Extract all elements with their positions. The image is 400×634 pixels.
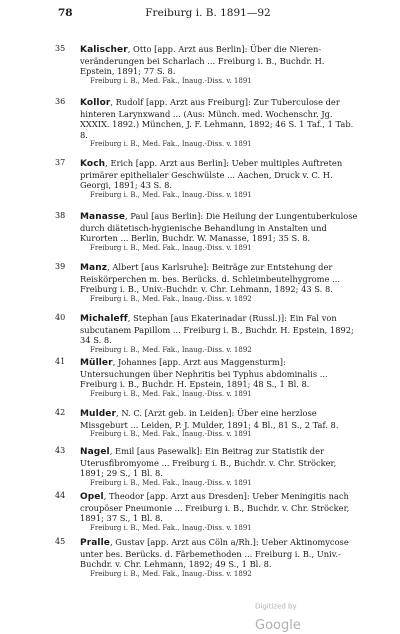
entry-text: [app. Arzt aus Freiburg]: Zur Tuberculose der hinteren Larynxwand ... (Aus: Münch. med. Wochenschr. Jg. XXXIX. 1892.) München, J. F. Lehmann, 1892; 46 S. 1 Taf., 1 Tab. 8. <box>80 97 354 140</box>
entry-author: Michaleff <box>80 314 128 324</box>
entry-text: [app. Arzt aus Maggensturm]: Untersuchungen über Nephritis bei Typhus abdominalis ... Freiburg i. B., Buchdr. H. Epstein, 1891; 48 S., 1 Bl. 8. <box>80 357 328 390</box>
entry-author: Opel <box>80 492 104 502</box>
bibliography-entry: 36 Kollor, Rudolf [app. Arzt aus Freiburg]: Zur Tuberculose der hinteren Larynxwand ... (Aus: Münch. med. Wochenschr. Jg. XXXIX. 1892.) München, J. F. Lehmann, 1892; 46 S. 1 Taf., 1 Tab. 8. Freiburg i. B., Med. Fak., Inaug.-Diss. v. 1891 <box>58 97 358 150</box>
entry-number: 44 <box>55 491 66 500</box>
entry-first-name: Stephan <box>133 313 168 323</box>
entry-number: 41 <box>55 357 66 366</box>
bibliography-entry: 37 Koch, Erich [app. Arzt aus Berlin]: Ueber multiples Auftreten primärer epithelialer Geschwülste ... Aachen, Druck v. C. H. Georgi, 1891; 43 S. 8. Freiburg i. B., Med. Fak., Inaug.-Diss. v. 1891 <box>58 158 358 200</box>
entry-text: [Arzt geb. in Leiden]: Über eine herzlose Missgeburt ... Leiden, P. J. Mulder, 1891; 4 Bl., 81 S., 2 Taf. 8. <box>80 408 339 430</box>
entry-note: Freiburg i. B., Med. Fak., Inaug.-Diss. v. 1892 <box>90 345 252 354</box>
entry-first-name: Otto <box>133 44 152 54</box>
bibliography-entry: 35 Kalischer, Otto [app. Arzt aus Berlin]: Über die Nieren-veränderungen bei Scharlach ... Freiburg i. B., Buchdr. H. Epstein, 1891; 77 S. 8. Freiburg i. B., Med. Fak., Inaug.-Diss. v. 1891 <box>58 44 358 86</box>
entry-number: 42 <box>55 408 66 417</box>
entry-first-name: N. C. <box>121 408 143 418</box>
page-number: 78 <box>58 7 73 19</box>
entry-text: [aus Berlin]: Die Heilung der Lungentuberkulose durch diätetisch-hygienische Behandlung in Anstalten und Kurorten ... Berlin, Buchdr. W. Manasse, 1891; 35 S. 8. <box>80 211 358 244</box>
entry-first-name: Paul <box>130 211 149 221</box>
entry-note: Freiburg i. B., Med. Fak., Inaug.-Diss. v. 1891 <box>90 478 252 487</box>
entry-text: [aus Pasewalk]: Ein Beitrag zur Statistik der Uterusfibromyome ... Freiburg i. B., Buchdr. v. Chr. Ströcker, 1891; 29 S., 1 Bl. 8. <box>80 446 337 479</box>
digitized-watermark <box>255 596 335 633</box>
entry-author: Manz <box>80 263 108 273</box>
entry-text: [app. Arzt aus Berlin]: Über die Nieren-veränderungen bei Scharlach ... Freiburg i. B., Buchdr. H. Epstein, 1891; 77 S. 8. <box>80 44 325 77</box>
bibliography-entry: 44 Opel, Theodor [app. Arzt aus Dresden]: Ueber Meningitis nach croupöser Pneumonie ... Freiburg i. B., Buchdr. v. Chr. Ströcker, 1891; 37 S., 1 Bl. 8. Freiburg i. B., Med. Fak., Inaug.-Diss. v. 1891 <box>58 491 358 533</box>
entry-author: Manasse <box>80 212 126 222</box>
entry-note: Freiburg i. B., Med. Fak., Inaug.-Diss. v. 1892 <box>90 294 252 303</box>
bibliography-entry: 40 Michaleff, Stephan [aus Ekaterinadar (Russl.)]: Ein Fal von subcutanem Papillom ... Freiburg i. B., Buchdr. H. Epstein, 1892; 34 S. 8. Freiburg i. B., Med. Fak., Inaug.-Diss. v. 1892 <box>58 313 358 355</box>
bibliography-entry: 41 Müller, Johannes [app. Arzt aus Maggensturm]: Untersuchungen über Nephritis bei Typhus abdominalis ... Freiburg i. B., Buchdr. H. Epstein, 1891; 48 S., 1 Bl. 8. Freiburg i. B., Med. Fak., Inaug.-Diss. v. 1891 <box>58 357 358 399</box>
entry-number: 38 <box>55 211 66 220</box>
entry-first-name: Erich <box>110 158 134 168</box>
digitized-by-text: Digitized by <box>255 602 297 611</box>
google-logo: Google <box>255 618 301 633</box>
entry-number: 39 <box>55 262 66 271</box>
entry-author: Pralle <box>80 538 110 548</box>
entry-text: [app. Arzt aus Berlin]: Ueber multiples Auftreten primärer epithelialer Geschwülste ... Aachen, Druck v. C. H. Georgi, 1891; 43 S. 8. <box>80 158 343 191</box>
entry-note: Freiburg i. B., Med. Fak., Inaug.-Diss. v. 1891 <box>90 140 252 149</box>
entry-author: Müller <box>80 358 113 368</box>
entry-first-name: Theodor <box>108 491 145 501</box>
entry-number: 37 <box>55 158 66 167</box>
entry-note: Freiburg i. B., Med. Fak., Inaug.-Diss. v. 1891 <box>90 190 252 199</box>
entry-text: [app. Arzt aus Dresden]: Ueber Meningitis nach croupöser Pneumonie ... Freiburg i. B., Buchdr. v. Chr. Ströcker, 1891; 37 S., 1 Bl. 8. <box>80 491 350 524</box>
entry-note: Freiburg i. B., Med. Fak., Inaug.-Diss. v. 1891 <box>90 243 252 252</box>
bibliography-entry: 38 Manasse, Paul [aus Berlin]: Die Heilung der Lungentuberkulose durch diätetisch-hygienische Behandlung in Anstalten und Kurorten ... Berlin, Buchdr. W. Manasse, 1891; 35 S. 8. Freiburg i. B., Med. Fak., Inaug.-Diss. v. 1891 <box>55 211 358 252</box>
entry-first-name: Albert <box>112 262 139 272</box>
entry-author: Nagel <box>80 447 110 457</box>
entry-number: 36 <box>55 97 66 106</box>
page-header <box>58 6 358 20</box>
entry-note: Freiburg i. B., Med. Fak., Inaug.-Diss. v. 1891 <box>90 523 252 532</box>
entry-note: Freiburg i. B., Med. Fak., Inaug.-Diss. v. 1891 <box>90 389 252 398</box>
entry-first-name: Emil <box>115 446 135 456</box>
entry-author: Kalischer <box>80 45 128 55</box>
bibliography-entry: 39 Manz, Albert [aus Karlsruhe]: Beiträge zur Entstehung der Reiskörperchen m. bes. Berücks. d. Schleimbeutelhygrome ... Freiburg i. B., Univ.-Buchdr. v. Chr. Lehmann, 1892; 43 S. 8. Freiburg i. B., Med. Fak., Inaug.-Diss. v. 1892 <box>58 262 358 304</box>
bibliography-entry: 45 Pralle, Gustav [app. Arzt aus Cöln a/Rh.]: Ueber Aktinomycose unter bes. Berücks. d. Färbemethoden ... Freiburg i. B., Univ.-Buchdr. v. Chr. Lehmann, 1892; 49 S., 1 Bl. 8. Freiburg i. B., Med. Fak., Inaug.-Diss. v. 1892 <box>58 537 358 579</box>
entry-author: Koch <box>80 159 106 169</box>
entry-number: 43 <box>55 446 66 455</box>
entry-number: 35 <box>55 44 66 53</box>
entry-text: [app. Arzt aus Cöln a/Rh.]: Ueber Aktinomycose unter bes. Berücks. d. Färbemethoden ... Freiburg i. B., Univ.-Buchdr. v. Chr. Lehmann, 1892; 49 S., 1 Bl. 8. <box>80 537 349 570</box>
entry-text: [aus Karlsruhe]: Beiträge zur Entstehung der Reiskörperchen m. bes. Berücks. d. Schleimbeutelhygrome ... Freiburg i. B., Univ.-Buchdr. v. Chr. Lehmann, 1892; 43 S. 8. <box>80 262 340 295</box>
entry-author: Mulder <box>80 409 117 419</box>
entry-first-name: Gustav <box>115 537 145 547</box>
bibliography-entry: 42 Mulder, N. C. [Arzt geb. in Leiden]: Über eine herzlose Missgeburt ... Leiden, P. J. Mulder, 1891; 4 Bl., 81 S., 2 Taf. 8. Freiburg i. B., Med. Fak., Inaug.-Diss. v. 1891 <box>58 408 358 440</box>
entry-note: Freiburg i. B., Med. Fak., Inaug.-Diss. v. 1891 <box>90 76 252 85</box>
entry-text: [aus Ekaterinadar (Russl.)]: Ein Fal von subcutanem Papillom ... Freiburg i. B., Buchdr. H. Epstein, 1892; 34 S. 8. <box>80 313 354 346</box>
entry-number: 45 <box>55 537 66 546</box>
entry-note: Freiburg i. B., Med. Fak., Inaug.-Diss. v. 1891 <box>90 430 252 439</box>
entry-first-name: Rudolf <box>115 97 144 107</box>
running-title: Freiburg i. B. 1891—92 <box>145 7 271 19</box>
entry-first-name: Johannes <box>117 357 157 367</box>
entry-note: Freiburg i. B., Med. Fak., Inaug.-Diss. v. 1892 <box>90 569 252 578</box>
entry-author: Kollor <box>80 98 111 108</box>
entry-number: 40 <box>55 313 66 322</box>
bibliography-entry: 43 Nagel, Emil [aus Pasewalk]: Ein Beitrag zur Statistik der Uterusfibromyome ... Freiburg i. B., Buchdr. v. Chr. Ströcker, 1891; 29 S., 1 Bl. 8. Freiburg i. B., Med. Fak., Inaug.-Diss. v. 1891 <box>58 446 358 488</box>
